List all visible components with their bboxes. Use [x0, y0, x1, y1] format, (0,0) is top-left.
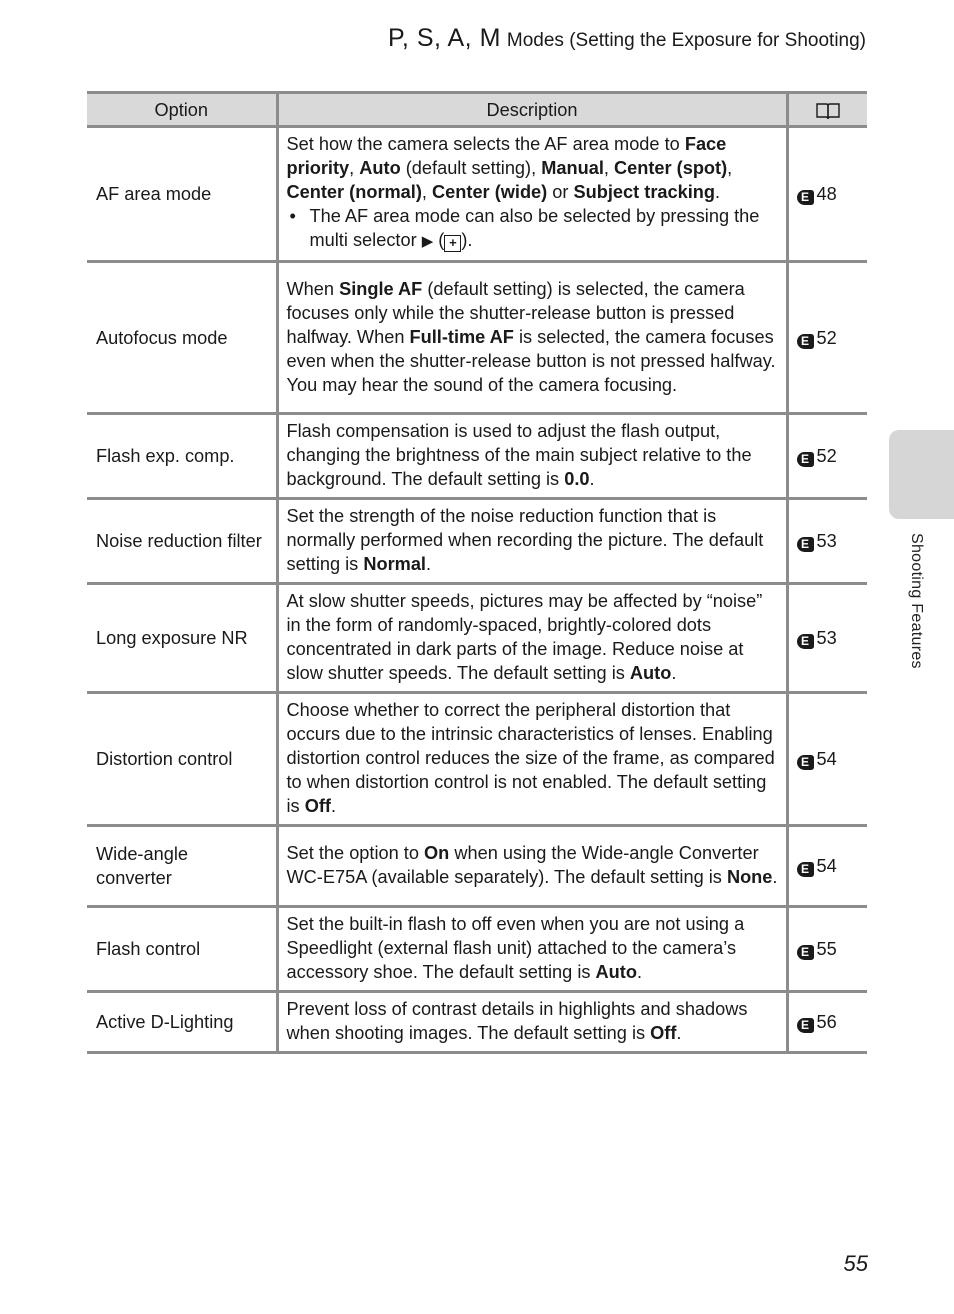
reference-section-E-icon: E [797, 1018, 814, 1033]
reference-page [787, 499, 867, 584]
table-row [87, 414, 867, 499]
description-text: . [671, 663, 677, 683]
reference-page [787, 262, 867, 414]
option-description [277, 907, 787, 992]
bullet-text: The AF area mode can also be selected by pressing the multi selector [309, 206, 760, 250]
reference-page-number: 55 [816, 939, 837, 959]
reference-page-number: 52 [816, 327, 837, 348]
description-text: . [330, 796, 337, 816]
description-text: (default setting) is selected, the camera focuses only while the shutter-release button is pressed halfway. When [286, 278, 745, 347]
option-description [277, 414, 787, 499]
reference-section-E-icon: E [797, 190, 814, 205]
description-text: , [727, 158, 733, 178]
description-text: , [349, 158, 360, 178]
description-text: . [715, 182, 721, 202]
reference-section-E-icon: E [797, 945, 814, 960]
table-header-row [87, 93, 867, 127]
page-header [388, 24, 866, 53]
chapter-tab-label: Shooting Features [908, 533, 925, 669]
chapter-tab [889, 430, 954, 519]
option-name: Wide-angle converter [87, 826, 277, 907]
reference-page [787, 992, 867, 1053]
shooting-modes-label: P, S, A, M [387, 24, 501, 52]
reference-section-E-icon: E [797, 862, 814, 877]
column-header-option: Option [87, 93, 277, 127]
option-description [277, 826, 787, 907]
reference-page [787, 584, 867, 693]
reference-section-E-icon: E [797, 634, 814, 649]
option-name: Flash control [87, 907, 277, 992]
option-description [277, 262, 787, 414]
emphasized-setting: Single AF [339, 278, 423, 299]
description-text: (default setting), [400, 158, 542, 178]
emphasized-setting: Manual [541, 158, 604, 178]
reference-page-number: 53 [816, 628, 837, 648]
option-name: Flash exp. comp. [87, 414, 277, 499]
table-row [87, 584, 867, 693]
reference-page [787, 907, 867, 992]
table-row [87, 499, 867, 584]
reference-page [787, 127, 867, 262]
option-description [277, 584, 787, 693]
reference-section-E-icon: E [797, 334, 814, 349]
emphasized-setting: 0.0 [564, 469, 590, 489]
reference-page [787, 826, 867, 907]
table-row [87, 907, 867, 992]
table-row [87, 127, 867, 262]
reference-section-E-icon: E [797, 537, 814, 552]
reference-page-number: 54 [816, 856, 837, 876]
reference-page-number: 54 [816, 749, 837, 769]
option-description [277, 992, 787, 1053]
book-reference-icon [815, 101, 841, 121]
emphasized-setting: On [424, 843, 450, 863]
description-text: . [426, 554, 432, 574]
reference-page-number: 53 [816, 531, 837, 551]
description-text: , [421, 182, 433, 202]
emphasized-setting: Auto [359, 158, 401, 178]
option-description [277, 499, 787, 584]
table-row [87, 826, 867, 907]
description-text: Set the strength of the noise reduction function that is normally performed when recording the picture. The default setting is [286, 506, 764, 574]
options-table [87, 91, 867, 1054]
reference-page [787, 693, 867, 826]
emphasized-setting: Full-time AF [409, 326, 514, 347]
description-text: when using the Wide-angle Converter WC-E75A (available separately). The default setting is [286, 843, 759, 887]
emphasized-setting: Normal [363, 554, 426, 574]
flash-mode-icon: + [444, 235, 461, 252]
reference-section-E-icon: E [797, 755, 814, 770]
description-text: Set the option to [286, 843, 425, 863]
emphasized-setting: None [726, 867, 773, 887]
option-description [277, 693, 787, 826]
right-arrow-icon: ▶ [421, 233, 434, 250]
description-text: Set the built-in flash to off even when you are not using a Speedlight (external flash unit) attached to the camera’s accessory shoe. The default setting is [286, 914, 745, 982]
description-text: or [547, 182, 574, 202]
emphasized-setting: Center (spot) [613, 158, 728, 178]
description-text: When [286, 278, 340, 299]
bullet-dot-icon: • [289, 206, 296, 226]
description-text: Choose whether to correct the peripheral distortion that occurs due to the intrinsic characteristics of lenses. Enabling distortion control reduces the size of the frame, as compared to when distortion control is not enabled. The default setting is [286, 700, 775, 816]
option-description [277, 127, 787, 262]
reference-section-E-icon: E [797, 452, 814, 467]
bullet-note: • The AF area mode can also be selected by pressing the multi selector ▶ ( + ). [287, 204, 780, 254]
emphasized-setting: Subject tracking [573, 182, 716, 202]
description-text: . [772, 867, 778, 887]
emphasized-setting: Center (normal) [286, 182, 422, 202]
option-name: Distortion control [87, 693, 277, 826]
emphasized-setting: Center (wide) [432, 182, 548, 202]
reference-page-number: 52 [816, 446, 837, 466]
emphasized-setting: Off [650, 1023, 677, 1043]
table-row [87, 693, 867, 826]
description-text: . [589, 469, 595, 489]
emphasized-setting: Auto [595, 962, 637, 982]
description-text: Flash compensation is used to adjust the flash output, changing the brightness of the main subject relative to the background. The default setting is [286, 421, 752, 489]
option-name: AF area mode [87, 127, 277, 262]
description-text: Set how the camera selects the AF area mode to [286, 134, 685, 154]
reference-page [787, 414, 867, 499]
option-name: Autofocus mode [87, 262, 277, 414]
description-text: Prevent loss of contrast details in highlights and shadows when shooting images. The default setting is [286, 999, 748, 1043]
table-row [87, 262, 867, 414]
description-text: At slow shutter speeds, pictures may be affected by “noise” in the form of randomly-spaced, brightly-colored dots concentrated in dark parts of the image. Reduce noise at slow shutter speeds. The default setting is [286, 591, 763, 683]
option-name: Noise reduction filter [87, 499, 277, 584]
page-header-title: Modes (Setting the Exposure for Shooting) [506, 30, 866, 51]
column-header-reference [787, 93, 867, 127]
description-text: is selected, the camera focuses even when the shutter-release button is not pressed halfway. You may hear the sound of the camera focusing. [286, 326, 776, 395]
option-name: Long exposure NR [87, 584, 277, 693]
page-number: 55 [843, 1251, 868, 1276]
description-text: . [636, 962, 643, 982]
description-text: , [603, 158, 614, 178]
column-header-description: Description [277, 93, 787, 127]
option-name: Active D-Lighting [87, 992, 277, 1053]
table-row [87, 992, 867, 1053]
emphasized-setting: Face priority [286, 134, 727, 178]
emphasized-setting: Auto [629, 663, 672, 683]
reference-page-number: 56 [816, 1012, 837, 1032]
reference-page-number: 48 [816, 184, 837, 204]
description-text: . [676, 1023, 682, 1043]
emphasized-setting: Off [304, 796, 331, 816]
